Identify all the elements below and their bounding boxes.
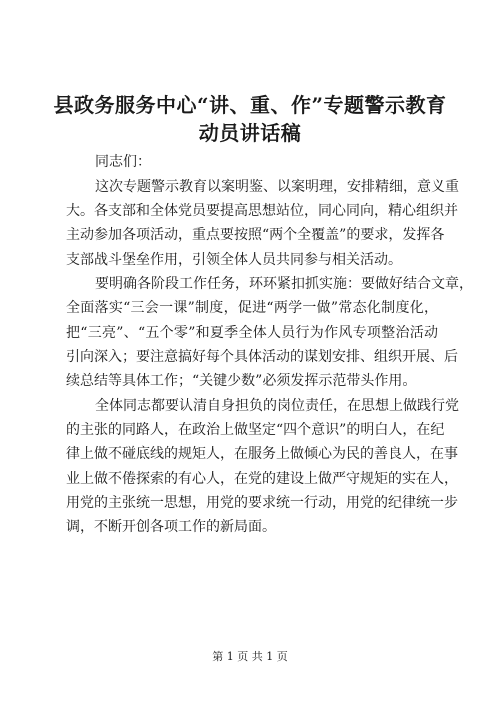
- paragraph-3-line: 用党的主张统一思想，用党的要求统一行动，用党的纪律统一步: [66, 495, 458, 511]
- paragraph-2-line: 引向深入；要注意搞好每个具体活动的谋划安排、组织开展、后: [66, 349, 458, 365]
- paragraph-2-line: 要明确各阶段工作任务，环环紧扣抓实施：要做好结合文章，: [95, 276, 473, 292]
- paragraph-2-line: 全面落实“三会一课”制度，促进“两学一做”常态化制度化，: [66, 300, 438, 316]
- page-footer: 第 1 页 共 1 页: [212, 650, 288, 663]
- paragraph-3-line: 全体同志都要认清自身担负的岗位责任，在思想上做践行党: [95, 398, 459, 414]
- document-title-line-1: 县政务服务中心“讲、重、作”专题警示教育: [53, 93, 447, 117]
- paragraph-3-line: 的主张的同路人，在政治上做坚定“四个意识”的明白人，在纪: [66, 422, 445, 438]
- paragraph-2-line: 把“三亮”、“五个零”和夏季全体人员行为作风专项整治活动: [66, 325, 438, 341]
- document-title-line-2: 动员讲话稿: [198, 121, 302, 145]
- paragraph-3-line: 律上做不碰底线的规矩人，在服务上做倾心为民的善良人，在事: [66, 446, 458, 462]
- greeting: 同志们：: [95, 154, 151, 170]
- paragraph-1-line: 这次专题警示教育以案明鉴、以案明理，安排精细，意义重: [95, 179, 459, 195]
- paragraph-3-line: 业上做不倦探索的有心人，在党的建设上做严守规矩的实在人，: [66, 471, 458, 487]
- paragraph-1-line: 大。各支部和全体党员要提高思想站位，同心同向，精心组织并: [66, 203, 458, 219]
- paragraph-3-line: 调，不断开创各项工作的新局面。: [66, 519, 276, 535]
- paragraph-2-line: 续总结等具体工作；“关键少数”必须发挥示范带头作用。: [66, 373, 417, 389]
- paragraph-1-line: 支部战斗堡垒作用，引领全体人员共同参与相关活动。: [66, 252, 402, 268]
- paragraph-1-line: 主动参加各项活动，重点要按照“两个全覆盖”的要求，发挥各: [66, 227, 445, 243]
